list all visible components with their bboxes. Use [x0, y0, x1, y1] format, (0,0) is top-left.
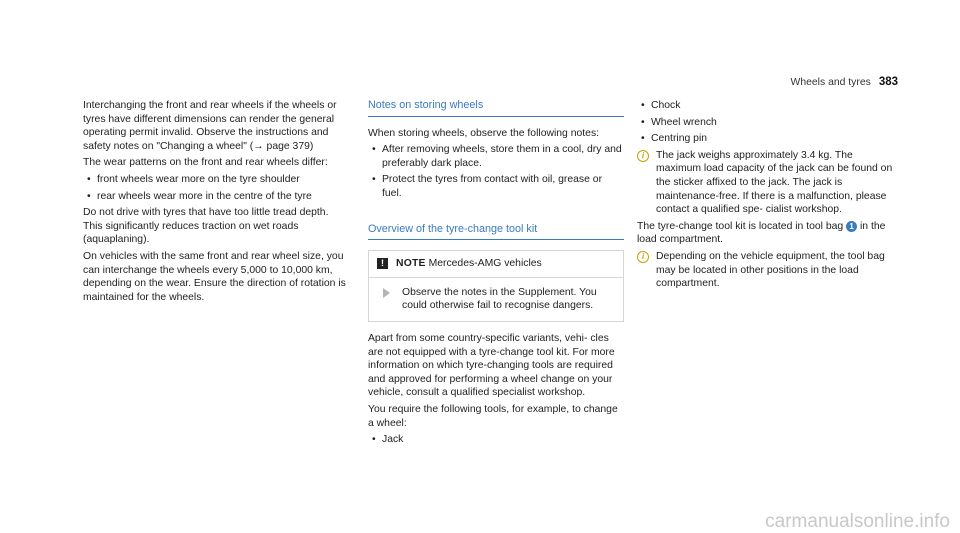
note-text: Observe the notes in the Supplement. You could otherwise fail to recognise dangers. — [402, 286, 597, 312]
paragraph-text: in the load compartment. — [637, 220, 886, 246]
list-item: • Wheel wrench — [637, 116, 899, 130]
column-middle — [368, 99, 624, 450]
bullet-list — [368, 433, 624, 447]
section-heading: Overview of the tyre-change tool kit — [368, 223, 624, 241]
paragraph: The wear patterns on the front and rear wheels differ: — [83, 157, 328, 169]
paragraph: Interchanging the front and rear wheels if the wheels or tyres have different dimensions can render the general operating permit invalid. Observe the instructions and safety notes on "Changing a wheel" (→ page 379) — [83, 100, 337, 152]
column-right — [637, 99, 899, 294]
bullet-list — [368, 143, 624, 200]
list-item: • rear wheels wear more in the centre of the tyre — [83, 190, 347, 204]
paragraph: When storing wheels, observe the following notes: — [368, 127, 600, 139]
note-box — [368, 250, 624, 322]
list-item: • Protect the tyres from contact with oil, grease or fuel. — [368, 173, 624, 200]
info-icon: i — [637, 251, 649, 263]
bullet-list — [637, 99, 899, 146]
tool-bag-badge: 1 — [846, 221, 857, 232]
note-header — [369, 251, 623, 278]
paragraph — [637, 220, 899, 247]
section-heading: Notes on storing wheels — [368, 99, 624, 117]
list-item: • After removing wheels, store them in a cool, dry and preferably dark place. — [368, 143, 624, 170]
paragraph: You require the following tools, for example, to change a wheel: — [368, 403, 618, 429]
paragraph: On vehicles with the same front and rear wheel size, you can interchange the wheels every 5,000 to 10,000 km, depending on the wear. Ensure the direction of rotation is maintained for the wheels. — [83, 250, 346, 303]
paragraph: Do not drive with tyres that have too little tread depth. This significantly reduces traction on wet roads (aquaplaning). — [83, 207, 329, 246]
warning-icon: ! — [377, 258, 388, 269]
list-item: • front wheels wear more on the tyre shoulder — [83, 173, 347, 187]
list-item: • Jack — [368, 433, 624, 447]
column-left — [83, 99, 347, 307]
note-title: Mercedes-AMG vehicles — [428, 258, 542, 270]
bullet-list — [83, 173, 347, 203]
page-number: 383 — [878, 76, 898, 88]
watermark: carmanualsonline.info — [765, 511, 950, 533]
info-note — [637, 250, 899, 291]
note-label: NOTE — [396, 258, 426, 270]
list-item: • Chock — [637, 99, 899, 113]
page-header — [791, 76, 898, 90]
info-icon: i — [637, 150, 649, 162]
info-text: The jack weighs approximately 3.4 kg. The maximum load capacity of the jack can be found on the sticker affixed to the jack. The jack is maintenance-free. If there is a malfunction, please contact a qualified spe- cialist workshop. — [656, 149, 893, 216]
info-text: Depending on the vehicle equipment, the tool bag may be located in other positions in the load compartment. — [656, 250, 885, 290]
list-item: • Centring pin — [637, 132, 899, 146]
note-body — [369, 278, 623, 321]
paragraph: Apart from some country-specific variants, vehi- cles are not equipped with a tyre-change tool kit. For more information on which tyre-changing tools are required and approved for performing a wheel change on your vehicle, consult a qualified specialist workshop. — [368, 332, 615, 399]
paragraph-text: The tyre-change tool kit is located in tool bag — [637, 220, 844, 232]
info-note — [637, 149, 899, 217]
arrow-icon — [383, 288, 390, 298]
section-title: Wheels and tyres — [790, 77, 871, 88]
